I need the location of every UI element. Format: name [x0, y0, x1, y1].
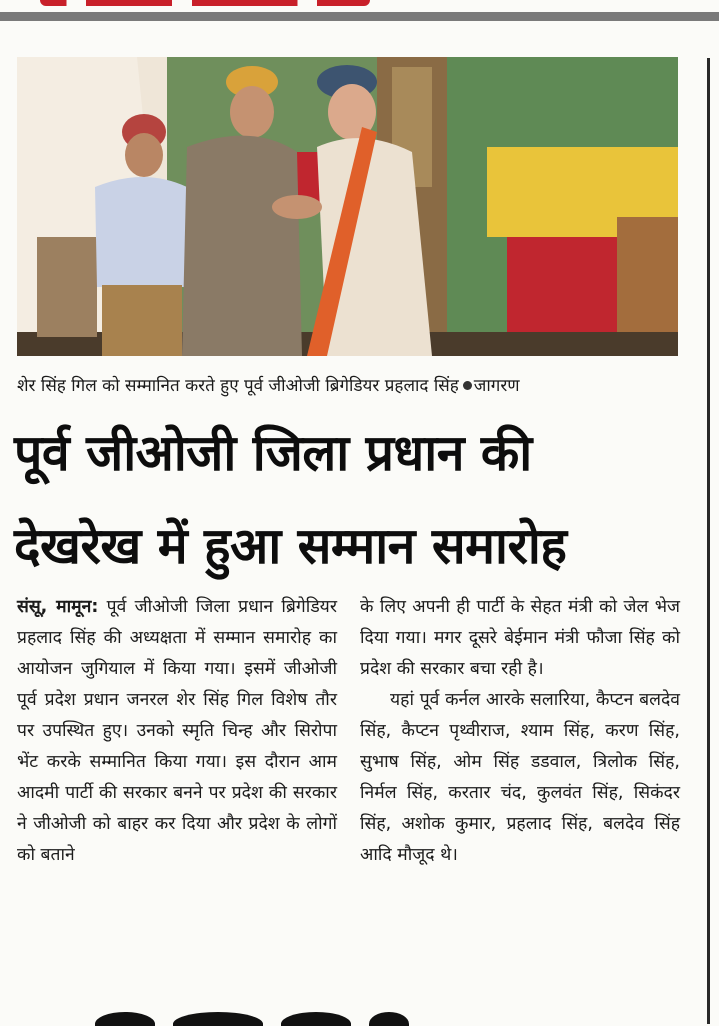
photo-ceremony-icon	[17, 57, 678, 356]
article-paragraph	[17, 592, 337, 871]
right-paragraph-1: के लिए अपनी ही पार्टी के सेहत मंत्री को जेल भेज दिया गया। मगर दूसरे बेईमान मंत्री फौजा सिंह को प्रदेश की सरकार बचा रही है।	[360, 597, 680, 679]
headline-line-1: पूर्व जीओजी जिला प्रधान की	[14, 424, 532, 482]
credit-dot-icon	[463, 381, 472, 390]
top-rule	[0, 12, 719, 21]
byline: संसू, मामून:	[17, 597, 99, 617]
cut-off-headline	[40, 0, 370, 6]
photo-credit: जागरण	[473, 376, 520, 396]
previous-article-strip	[0, 0, 719, 22]
left-paragraph-text: पूर्व जीओजी जिला प्रधान ब्रिगेडियर प्रहलाद सिंह की अध्यक्षता में सम्मान समारोह का आयोजन जुगियाल में किया गया। इसमें जीओजी पूर्व प्रदेश प्रधान जनरल शेर सिंह गिल विशेष तौर पर उपस्थित हुए। उनको स्मृति चिन्ह और सिरोपा भेंट करके सम्मानित किया गया। इस दौरान आम आदमी पार्टी की सरकार बनने पर प्रदेश की सरकार ने जीओजी को बाहर कर दिया और प्रदेश के लोगों को बताने	[17, 597, 337, 865]
photo-caption	[17, 371, 697, 401]
article-column-right	[360, 592, 680, 871]
right-paragraph-2: यहां पूर्व कर्नल आरके सलारिया, कैप्टन बलदेव सिंह, कैप्टन पृथ्वीराज, श्याम सिंह, करण सिंह, सुभाष सिंह, ओम सिंह डडवाल, त्रिलोक सिंह, निर्मल सिंह, करतार चंद, कुलवंत सिंह, सिकंदर सिंह, अशोक कुमार, प्रहलाद सिंह, बलदेव सिंह आदि मौजूद थे।	[360, 690, 680, 865]
column-divider	[707, 58, 710, 1024]
headline-line-2: देखरेख में हुआ सम्मान समारोह	[14, 517, 567, 575]
news-photo	[17, 57, 678, 356]
article-column-left	[17, 592, 337, 871]
caption-text: शेर सिंह गिल को सम्मानित करते हुए पूर्व जीओजी ब्रिगेडियर प्रहलाद सिंह	[17, 376, 459, 396]
